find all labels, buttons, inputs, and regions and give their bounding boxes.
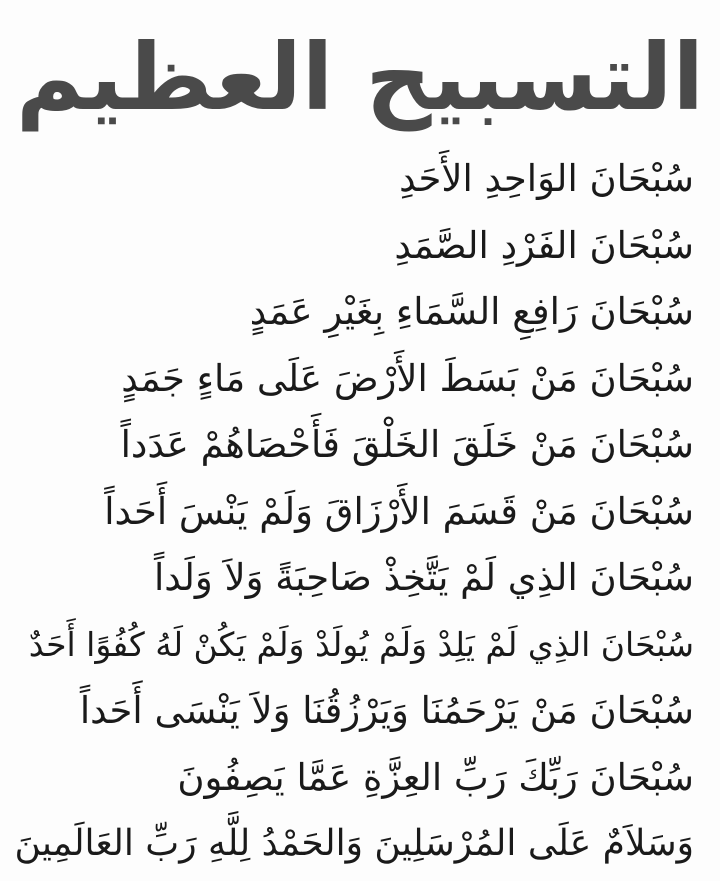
tasbih-line: سُبْحَانَ الذِي لَمْ يَلِدْ وَلَمْ يُولَدْ وَلَمْ يَكُنْ لَهُ كُفُوًا أَحَدٌ (28, 624, 694, 664)
tasbih-list (14, 146, 694, 878)
tasbih-line: سُبْحَانَ الوَاحِدِ الأَحَدِ (399, 157, 694, 200)
tasbih-line: سُبْحَانَ الفَرْدِ الصَّمَدِ (394, 223, 694, 267)
tasbih-line: سُبْحَانَ مَنْ يَرْحَمُنَا وَيَرْزُقُنَا وَلاَ يَنْسَى أَحَداً (79, 689, 694, 732)
tasbih-line: سُبْحَانَ مَنْ قَسَمَ الأَرْزَاقَ وَلَمْ يَنْسَ أَحَداً (104, 489, 694, 533)
tasbih-line: وَسَلاَمٌ عَلَى المُرْسَلِينَ وَالحَمْدُ لِلَّهِ رَبِّ العَالَمِينَ (14, 823, 694, 864)
page-title: التسبيح العظيم (15, 24, 705, 131)
tasbih-line: سُبْحَانَ رَافِعِ السَّمَاءِ بِغَيْرِ عَمَدٍ (249, 290, 694, 333)
tasbih-line: سُبْحَانَ مَنْ خَلَقَ الخَلْقَ فَأَحْصَاهُمْ عَدَداً (120, 423, 694, 466)
tasbih-line: سُبْحَانَ الذِي لَمْ يَتَّخِذْ صَاحِبَةً وَلاَ وَلَداً (153, 556, 694, 599)
tasbih-line: سُبْحَانَ رَبِّكَ رَبِّ العِزَّةِ عَمَّا يَصِفُونَ (177, 755, 694, 799)
tasbih-line: سُبْحَانَ مَنْ بَسَطَ الأَرْضَ عَلَى مَاءٍ جَمَدٍ (121, 356, 694, 400)
